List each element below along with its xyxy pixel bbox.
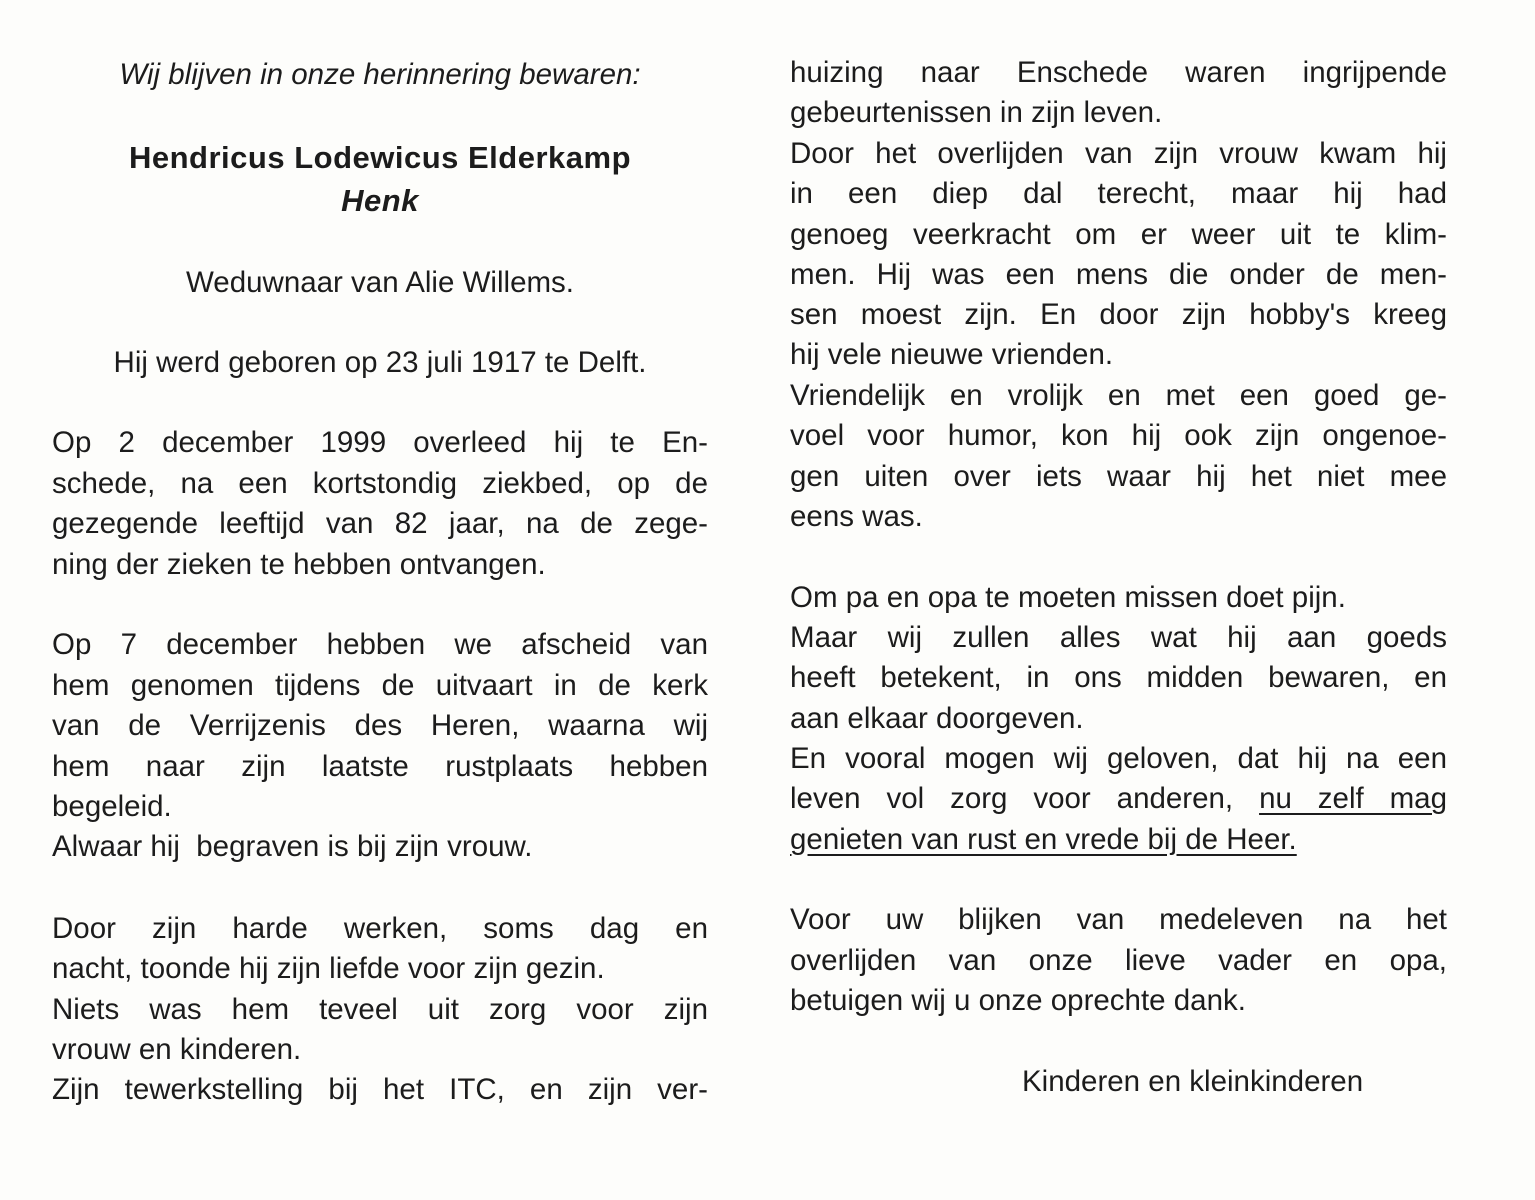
text-line: aan elkaar doorgeven. — [790, 702, 1084, 735]
text-line: van de Verrijzenis des Heren, waarna wij — [52, 709, 708, 742]
text-line: Voor uw blijken van medeleven na het — [790, 903, 1447, 936]
underlined-text: genieten van rust en vrede bij de Heer. — [790, 823, 1297, 856]
text-line: men. Hij was een mens die onder de men- — [790, 258, 1447, 291]
text-line: begeleid. — [52, 790, 172, 823]
text-line: Door het overlijden van zijn vrouw kwam hij — [790, 137, 1447, 170]
text-segment: leven vol zorg voor anderen, — [790, 782, 1234, 815]
text-line: genoeg veerkracht om er weer uit te klim- — [790, 218, 1447, 251]
text-line: gen uiten over iets waar hij het niet mee — [790, 460, 1447, 493]
intro-line: Wij blijven in onze herinnering bewaren: — [119, 58, 641, 91]
text-line: Op 2 december 1999 overleed hij te En- — [52, 426, 708, 459]
text-line: schede, na een kortstondig ziekbed, op de — [52, 467, 708, 500]
signature: Kinderen en kleinkinderen — [1022, 1065, 1364, 1098]
text-line: gezegende leeftijd van 82 jaar, na de zege- — [52, 507, 708, 540]
text-line — [790, 820, 1447, 860]
text-line: nacht, toonde hij zijn liefde voor zijn gezin. — [52, 952, 605, 985]
deceased-name: Hendricus Lodewicus Elderkamp — [128, 140, 632, 175]
text-line: Op 7 december hebben we afscheid van — [52, 628, 708, 661]
text-line: heeft betekent, in ons midden bewaren, en — [790, 661, 1447, 694]
text-line: ning der zieken te hebben ontvangen. — [52, 548, 546, 581]
text-line: hij vele nieuwe vrienden. — [790, 338, 1114, 371]
deceased-nickname: Henk — [341, 183, 419, 218]
text-line: in een diep dal terecht, maar hij had — [790, 177, 1447, 210]
text-line: Niets was hem teveel uit zorg voor zijn — [52, 993, 708, 1026]
text-line: Alwaar hij begraven is bij zijn vrouw. — [52, 830, 533, 863]
text-line: eens was. — [790, 500, 923, 533]
text-line: hem naar zijn laatste rustplaats hebben — [52, 750, 708, 783]
underlined-text: nu zelf mag — [1259, 782, 1447, 815]
birth-line: Hij werd geboren op 23 juli 1917 te Delft. — [113, 346, 647, 379]
text-line: vrouw en kinderen. — [52, 1033, 302, 1066]
text-line — [790, 779, 1447, 819]
text-line: En vooral mogen wij geloven, dat hij na een — [790, 742, 1447, 775]
text-line: huizing naar Enschede waren ingrijpende — [790, 56, 1447, 89]
text-line: Zijn tewerkstelling bij het ITC, en zijn ver- — [52, 1073, 708, 1106]
text-line: overlijden van onze lieve vader en opa, — [790, 944, 1447, 977]
text-line: voel voor humor, kon hij ook zijn ongenoe- — [790, 419, 1447, 452]
text-line: Maar wij zullen alles wat hij aan goeds — [790, 621, 1447, 654]
text-line: Om pa en opa te moeten missen doet pijn. — [790, 581, 1346, 614]
text-line: Door zijn harde werken, soms dag en — [52, 912, 708, 945]
text-line: betuigen wij u onze oprechte dank. — [790, 984, 1246, 1017]
text-line: Vriendelijk en vrolijk en met een goed ge- — [790, 379, 1447, 412]
text-line: sen moest zijn. En door zijn hobby's kreeg — [790, 298, 1447, 331]
text-line: hem genomen tijdens de uitvaart in de kerk — [52, 669, 708, 702]
text-line: gebeurtenissen in zijn leven. — [790, 96, 1163, 129]
widower-line: Weduwnaar van Alie Willems. — [185, 266, 575, 299]
